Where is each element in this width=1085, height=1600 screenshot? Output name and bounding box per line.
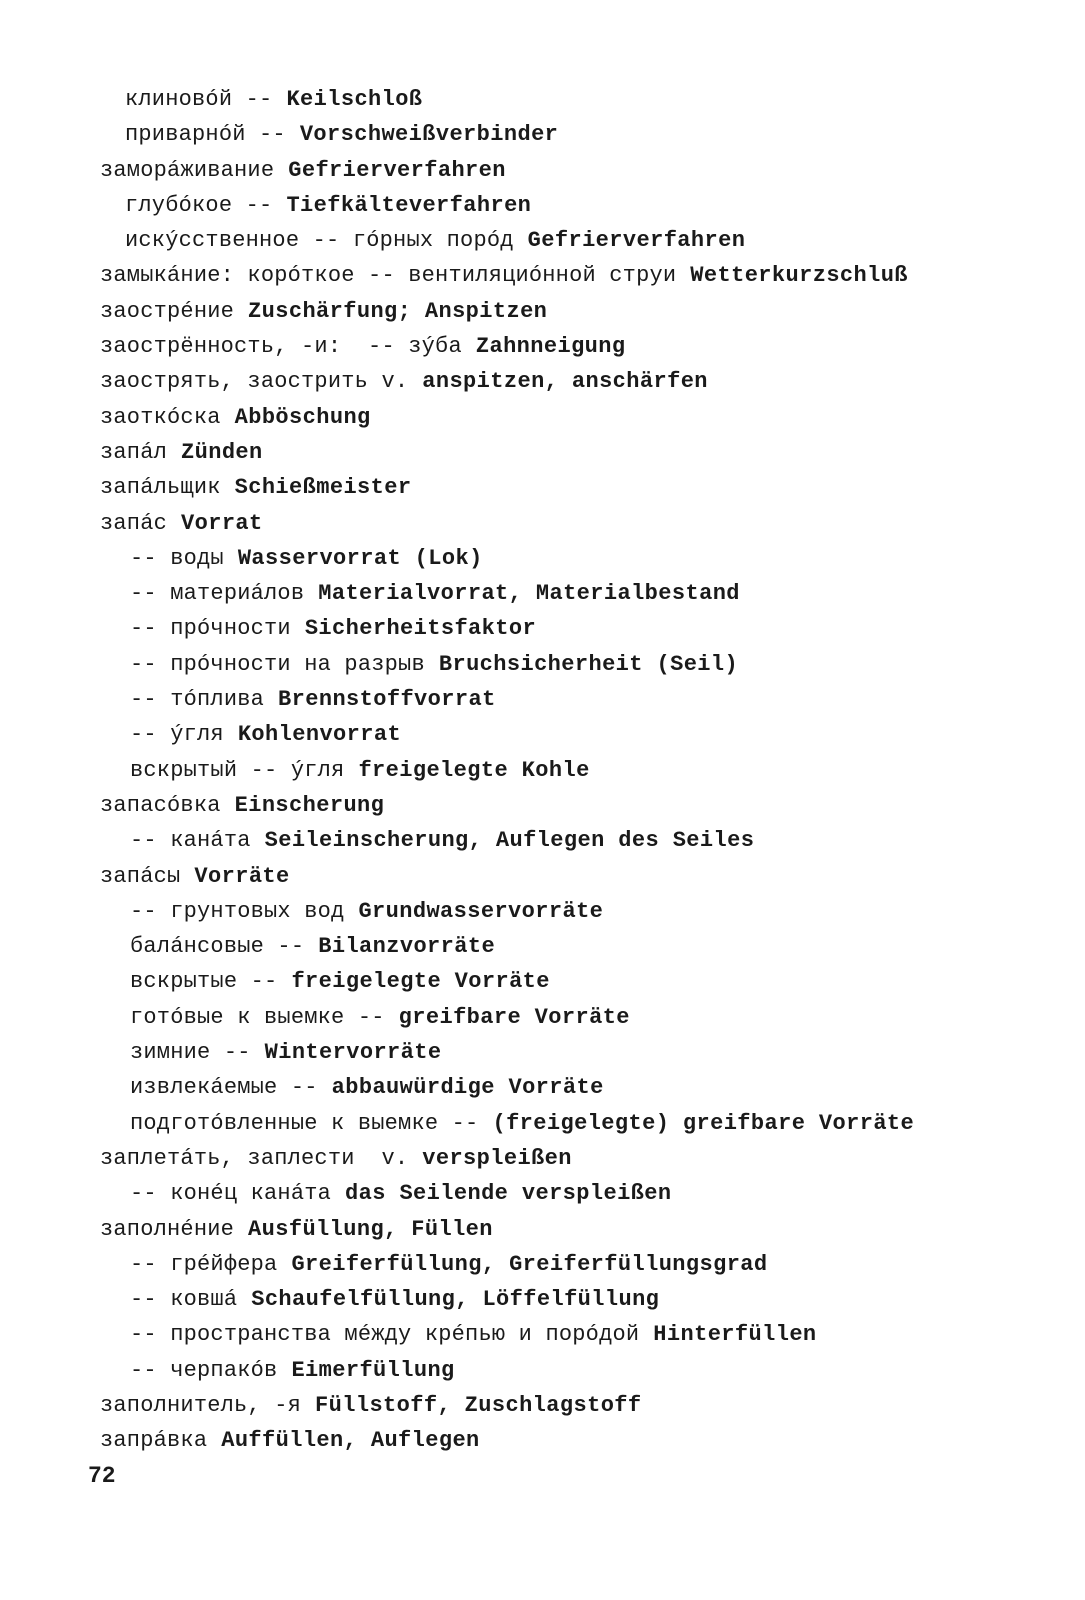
entry-german-translation: Seileinscherung, Auflegen des Seiles [264, 828, 755, 854]
dictionary-entry [0, 470, 1085, 505]
dictionary-entries [0, 82, 1085, 1459]
entry-russian-term: вскрытые -- [130, 969, 278, 995]
dictionary-entry [0, 153, 1085, 188]
entry-german-translation: Wintervorräte [264, 1040, 442, 1066]
dictionary-entry [0, 929, 1085, 964]
entry-german-translation: Gefrierverfahren [288, 157, 506, 183]
dictionary-entry [0, 576, 1085, 611]
entry-german-translation: Gefrierverfahren [527, 228, 746, 254]
entry-german-translation: Wasservorrat (Lok) [237, 545, 483, 571]
entry-german-translation: Zuschärfung; Anspitzen [248, 298, 548, 324]
entry-german-translation: Kohlenvorrat [237, 722, 402, 748]
dictionary-entry [0, 506, 1085, 541]
entry-russian-term: -- прóчности на разрыв [130, 651, 425, 677]
entry-russian-term: запáс [100, 510, 168, 536]
dictionary-entry [0, 823, 1085, 858]
dictionary-entry [0, 753, 1085, 788]
dictionary-entry [0, 1423, 1085, 1458]
entry-german-translation: Greiferfüllung, Greiferfüllungsgrad [291, 1251, 768, 1277]
dictionary-entry [0, 1212, 1085, 1247]
entry-german-translation: abbauwürdige Vorräte [331, 1075, 604, 1101]
entry-russian-term: замыкáние: корóткое -- вентиляциóнной струи [100, 263, 677, 289]
entry-russian-term: заморáживание [100, 157, 275, 183]
dictionary-entry [0, 611, 1085, 646]
entry-russian-term: подготóвленные к выемке -- [130, 1110, 479, 1136]
entry-german-translation: Keilschloß [286, 87, 423, 112]
entry-german-translation: Schaufelfüllung, Löffelfüllung [251, 1287, 660, 1313]
entry-russian-term: глубóкое -- [125, 192, 273, 218]
dictionary-entry [0, 541, 1085, 576]
entry-russian-term: готóвые к выемке -- [130, 1004, 385, 1030]
dictionary-entry [0, 435, 1085, 470]
dictionary-entry [0, 400, 1085, 435]
entry-russian-term: -- грéйфера [130, 1251, 278, 1277]
dictionary-entry [0, 1388, 1085, 1423]
entry-russian-term: заострять, заострить v. [100, 369, 409, 395]
dictionary-entry [0, 1070, 1085, 1105]
entry-russian-term: балáнсовые -- [130, 934, 305, 960]
entry-german-translation: Zünden [181, 439, 263, 465]
entry-german-translation: Bilanzvorräte [318, 934, 496, 960]
dictionary-entry [0, 1106, 1085, 1141]
entry-german-translation: Tiefkälteverfahren [286, 192, 532, 218]
entry-russian-term: -- пространства мéжду крéпью и порóдой [130, 1322, 640, 1348]
entry-russian-term: искýсственное -- гóрных порóд [125, 228, 514, 254]
entry-russian-term: -- конéц канáта [130, 1181, 332, 1207]
entry-russian-term: запрáвка [100, 1428, 208, 1454]
entry-german-translation: freigelegte Kohle [358, 757, 590, 783]
entry-german-translation: Abböschung [234, 404, 371, 430]
entry-german-translation: Vorräte [194, 863, 290, 889]
entry-german-translation: Ausfüllung, Füllen [248, 1216, 493, 1242]
entry-german-translation: verspleißen [422, 1145, 572, 1171]
entry-russian-term: -- ýгля [130, 722, 224, 748]
dictionary-entry [0, 82, 1085, 117]
entry-russian-term: заполнитель, -я [100, 1392, 302, 1418]
entry-russian-term: заполнéние [100, 1216, 235, 1242]
entry-russian-term: запáльщик [100, 475, 221, 501]
entry-russian-term: запáл [100, 439, 168, 465]
dictionary-entry [0, 1353, 1085, 1388]
entry-german-translation: Brennstoffvorrat [278, 687, 496, 713]
dictionary-entry [0, 859, 1085, 894]
dictionary-entry [0, 1247, 1085, 1282]
entry-russian-term: извлекáемые -- [130, 1075, 318, 1101]
entry-russian-term: вскрытый -- ýгля [130, 757, 345, 783]
dictionary-entry [0, 117, 1085, 152]
entry-russian-term: -- тóплива [130, 687, 265, 713]
dictionary-entry [0, 894, 1085, 929]
entry-german-translation: Grundwasservorräte [358, 898, 604, 924]
entry-german-translation: Sicherheitsfaktor [304, 616, 537, 642]
entry-german-translation: Füllstoff, Zuschlagstoff [315, 1392, 642, 1418]
entry-russian-term: заоткóска [100, 404, 221, 430]
entry-russian-term: -- материáлов [130, 581, 305, 607]
dictionary-entry [0, 329, 1085, 364]
dictionary-entry [0, 788, 1085, 823]
entry-russian-term: заострéние [100, 298, 235, 324]
entry-russian-term: -- воды [130, 545, 224, 571]
entry-russian-term: заострённость, -и: -- зýба [100, 334, 462, 360]
dictionary-entry [0, 1000, 1085, 1035]
dictionary-entry [0, 1176, 1085, 1211]
dictionary-entry [0, 717, 1085, 752]
entry-russian-term: приварнóй -- [125, 122, 286, 148]
entry-russian-term: -- черпакóв [130, 1357, 278, 1383]
dictionary-entry [0, 682, 1085, 717]
entry-russian-term: -- ковшá [130, 1287, 238, 1313]
dictionary-entry [0, 647, 1085, 682]
entry-german-translation: Hinterfüllen [653, 1322, 817, 1348]
entry-german-translation: Zahnneigung [475, 334, 626, 360]
entry-russian-term: -- грунтовых вод [130, 898, 345, 924]
entry-german-translation: Eimerfüllung [291, 1357, 455, 1383]
dictionary-entry [0, 294, 1085, 329]
entry-german-translation: Bruchsicherheit (Seil) [438, 651, 739, 677]
dictionary-entry [0, 964, 1085, 999]
entry-german-translation: Materialvorrat, Materialbestand [318, 581, 740, 607]
entry-russian-term: клиновóй -- [125, 87, 273, 112]
page-number: 72 [88, 1463, 116, 1489]
dictionary-entry [0, 1282, 1085, 1317]
entry-german-translation: Vorschweißverbinder [299, 122, 559, 148]
entry-russian-term: зимние -- [130, 1040, 251, 1066]
entry-german-translation: Schießmeister [234, 475, 412, 501]
dictionary-entry [0, 1317, 1085, 1352]
entry-german-translation: anspitzen, anschärfen [422, 369, 708, 395]
entry-russian-term: заплетáть, заплести v. [100, 1145, 409, 1171]
entry-german-translation: Einscherung [234, 792, 385, 818]
entry-russian-term: -- канáта [130, 828, 251, 854]
entry-german-translation: Auffüllen, Auflegen [221, 1428, 480, 1454]
entry-russian-term: запасóвка [100, 792, 221, 818]
entry-german-translation: das Seilende verspleißen [345, 1181, 672, 1207]
entry-russian-term: -- прóчности [130, 616, 291, 642]
dictionary-entry [0, 223, 1085, 258]
dictionary-entry [0, 1035, 1085, 1070]
entry-german-translation: greifbare Vorräte [398, 1004, 630, 1030]
dictionary-entry [0, 258, 1085, 293]
dictionary-entry [0, 1141, 1085, 1176]
entry-german-translation: (freigelegte) greifbare Vorräte [492, 1110, 915, 1136]
entry-german-translation: Vorrat [181, 510, 263, 536]
dictionary-entry [0, 188, 1085, 223]
entry-russian-term: запáсы [100, 863, 181, 889]
entry-german-translation: freigelegte Vorräte [291, 969, 550, 995]
dictionary-entry [0, 364, 1085, 399]
entry-german-translation: Wetterkurzschluß [690, 263, 908, 289]
